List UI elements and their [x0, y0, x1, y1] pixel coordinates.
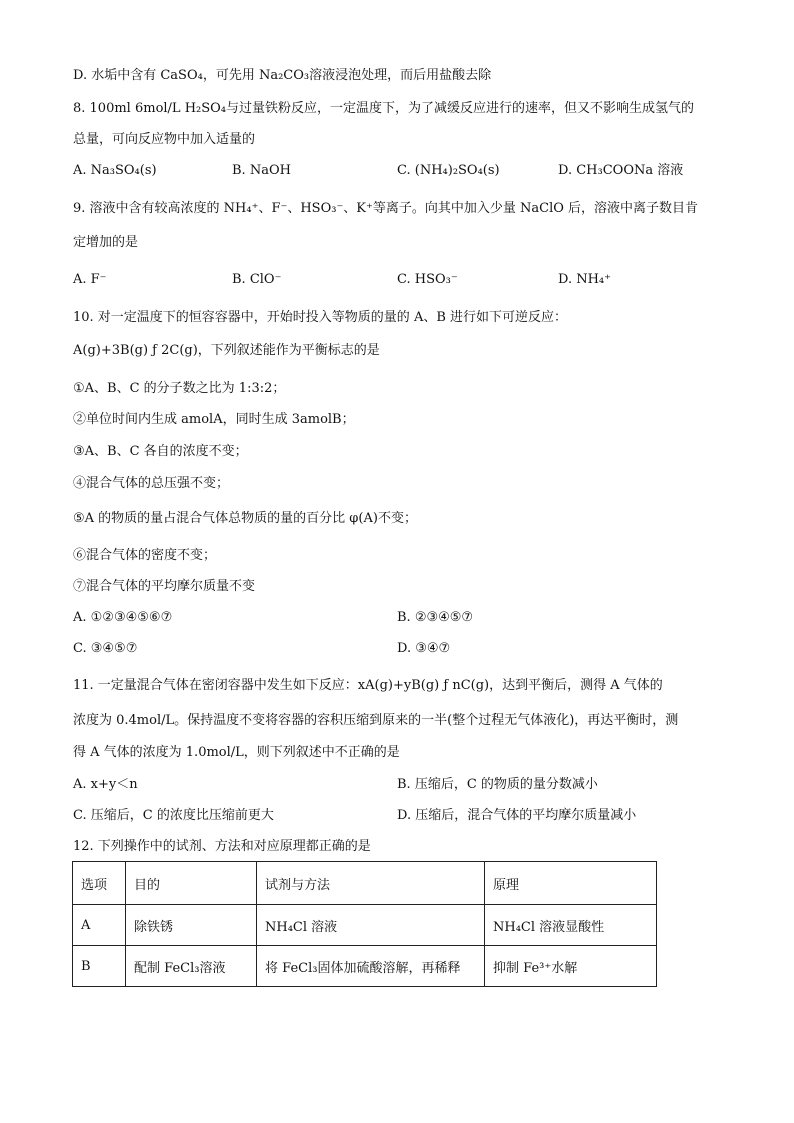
table-header-row — [73, 862, 657, 905]
q10-statement-3: ③A、B、C 各自的浓度不变； — [73, 444, 248, 459]
q9-option-c: C. HSO₃⁻ — [397, 272, 458, 287]
table-cell: 配制 FeCl₃溶液 — [126, 946, 257, 987]
q12-stem: 12. 下列操作中的试剂、方法和对应原理都正确的是 — [73, 839, 371, 854]
q11-stem-line1: 11. 一定量混合气体在密闭容器中发生如下反应：xA(g)+yB(g) ƒ nC(g)，达到平衡后，测得 A 气体的 — [73, 678, 663, 693]
q10-option-a: A. ①②③④⑤⑥⑦ — [73, 610, 173, 625]
q11-option-a: A. x+y＜n — [73, 777, 138, 792]
q10-stem-line2: A(g)+3B(g) ƒ 2C(g)，下列叙述能作为平衡标志的是 — [73, 343, 380, 358]
q10-statement-2: ②单位时间内生成 amolA，同时生成 3amolB； — [73, 412, 355, 427]
q8-option-c: C. (NH₄)₂SO₄(s) — [397, 163, 500, 178]
table-row — [73, 946, 657, 987]
q8-stem-line2: 总量，可向反应物中加入适量的 — [73, 132, 256, 147]
q7-option-d: D. 水垢中含有 CaSO₄，可先用 Na₂CO₃溶液浸泡处理，而后用盐酸去除 — [73, 68, 492, 83]
q8-option-a: A. Na₃SO₄(s) — [73, 163, 157, 178]
q10-statement-4: ④混合气体的总压强不变； — [73, 476, 230, 491]
q9-option-b: B. ClO⁻ — [232, 272, 282, 287]
table-cell: B — [73, 946, 126, 987]
q8-stem-line1: 8. 100ml 6mol/L H₂SO₄与过量铁粉反应，一定温度下，为了减缓反应进行的速率，但又不影响生成氢气的 — [73, 101, 695, 116]
q11-option-c: C. 压缩后，C 的浓度比压缩前更大 — [73, 808, 274, 823]
q9-option-d: D. NH₄⁺ — [558, 272, 612, 287]
table-cell: NH₄Cl 溶液显酸性 — [485, 905, 657, 946]
table-header-cell: 目的 — [126, 862, 257, 905]
q10-option-c: C. ③④⑤⑦ — [73, 641, 138, 656]
q8-option-b: B. NaOH — [232, 163, 291, 178]
q9-stem-line2: 定增加的是 — [73, 235, 139, 250]
q8-option-d: D. CH₃COONa 溶液 — [558, 163, 684, 178]
table-header-cell: 原理 — [485, 862, 657, 905]
q10-statement-7: ⑦混合气体的平均摩尔质量不变 — [73, 579, 256, 594]
q12-table — [72, 861, 657, 987]
q11-stem-line3: 得 A 气体的浓度为 1.0mol/L，则下列叙述中不正确的是 — [73, 745, 400, 760]
q10-stem-line1: 10. 对一定温度下的恒容容器中，开始时投入等物质的量的 A、B 进行如下可逆反应： — [73, 310, 568, 325]
table-cell: A — [73, 905, 126, 946]
table-row — [73, 905, 657, 946]
table-header-cell: 试剂与方法 — [257, 862, 485, 905]
q11-option-b: B. 压缩后，C 的物质的量分数减小 — [397, 777, 598, 792]
table-cell: NH₄Cl 溶液 — [257, 905, 485, 946]
table-cell: 抑制 Fe³⁺水解 — [485, 946, 657, 987]
table-header-cell: 选项 — [73, 862, 126, 905]
q10-statement-5: ⑤A 的物质的量占混合气体总物质的量的百分比 φ(A)不变； — [73, 511, 417, 526]
q10-statement-1: ①A、B、C 的分子数之比为 1:3:2； — [73, 381, 286, 396]
table-cell: 除铁锈 — [126, 905, 257, 946]
q11-stem-line2: 浓度为 0.4mol/L。保持温度不变将容器的容积压缩到原来的一半(整个过程无气体液化)，再达平衡时，测 — [73, 713, 679, 728]
table-cell: 将 FeCl₃固体加硫酸溶解，再稀释 — [257, 946, 485, 987]
q11-option-d: D. 压缩后，混合气体的平均摩尔质量减小 — [397, 808, 637, 823]
q10-option-d: D. ③④⑦ — [397, 641, 451, 656]
q10-option-b: B. ②③④⑤⑦ — [397, 610, 474, 625]
q9-stem-line1: 9. 溶液中含有较高浓度的 NH₄⁺、F⁻、HSO₃⁻、K⁺等离子。向其中加入少量 NaClO 后，溶液中离子数目肯 — [73, 201, 699, 216]
q10-statement-6: ⑥混合气体的密度不变； — [73, 548, 217, 563]
q9-option-a: A. F⁻ — [73, 272, 107, 287]
